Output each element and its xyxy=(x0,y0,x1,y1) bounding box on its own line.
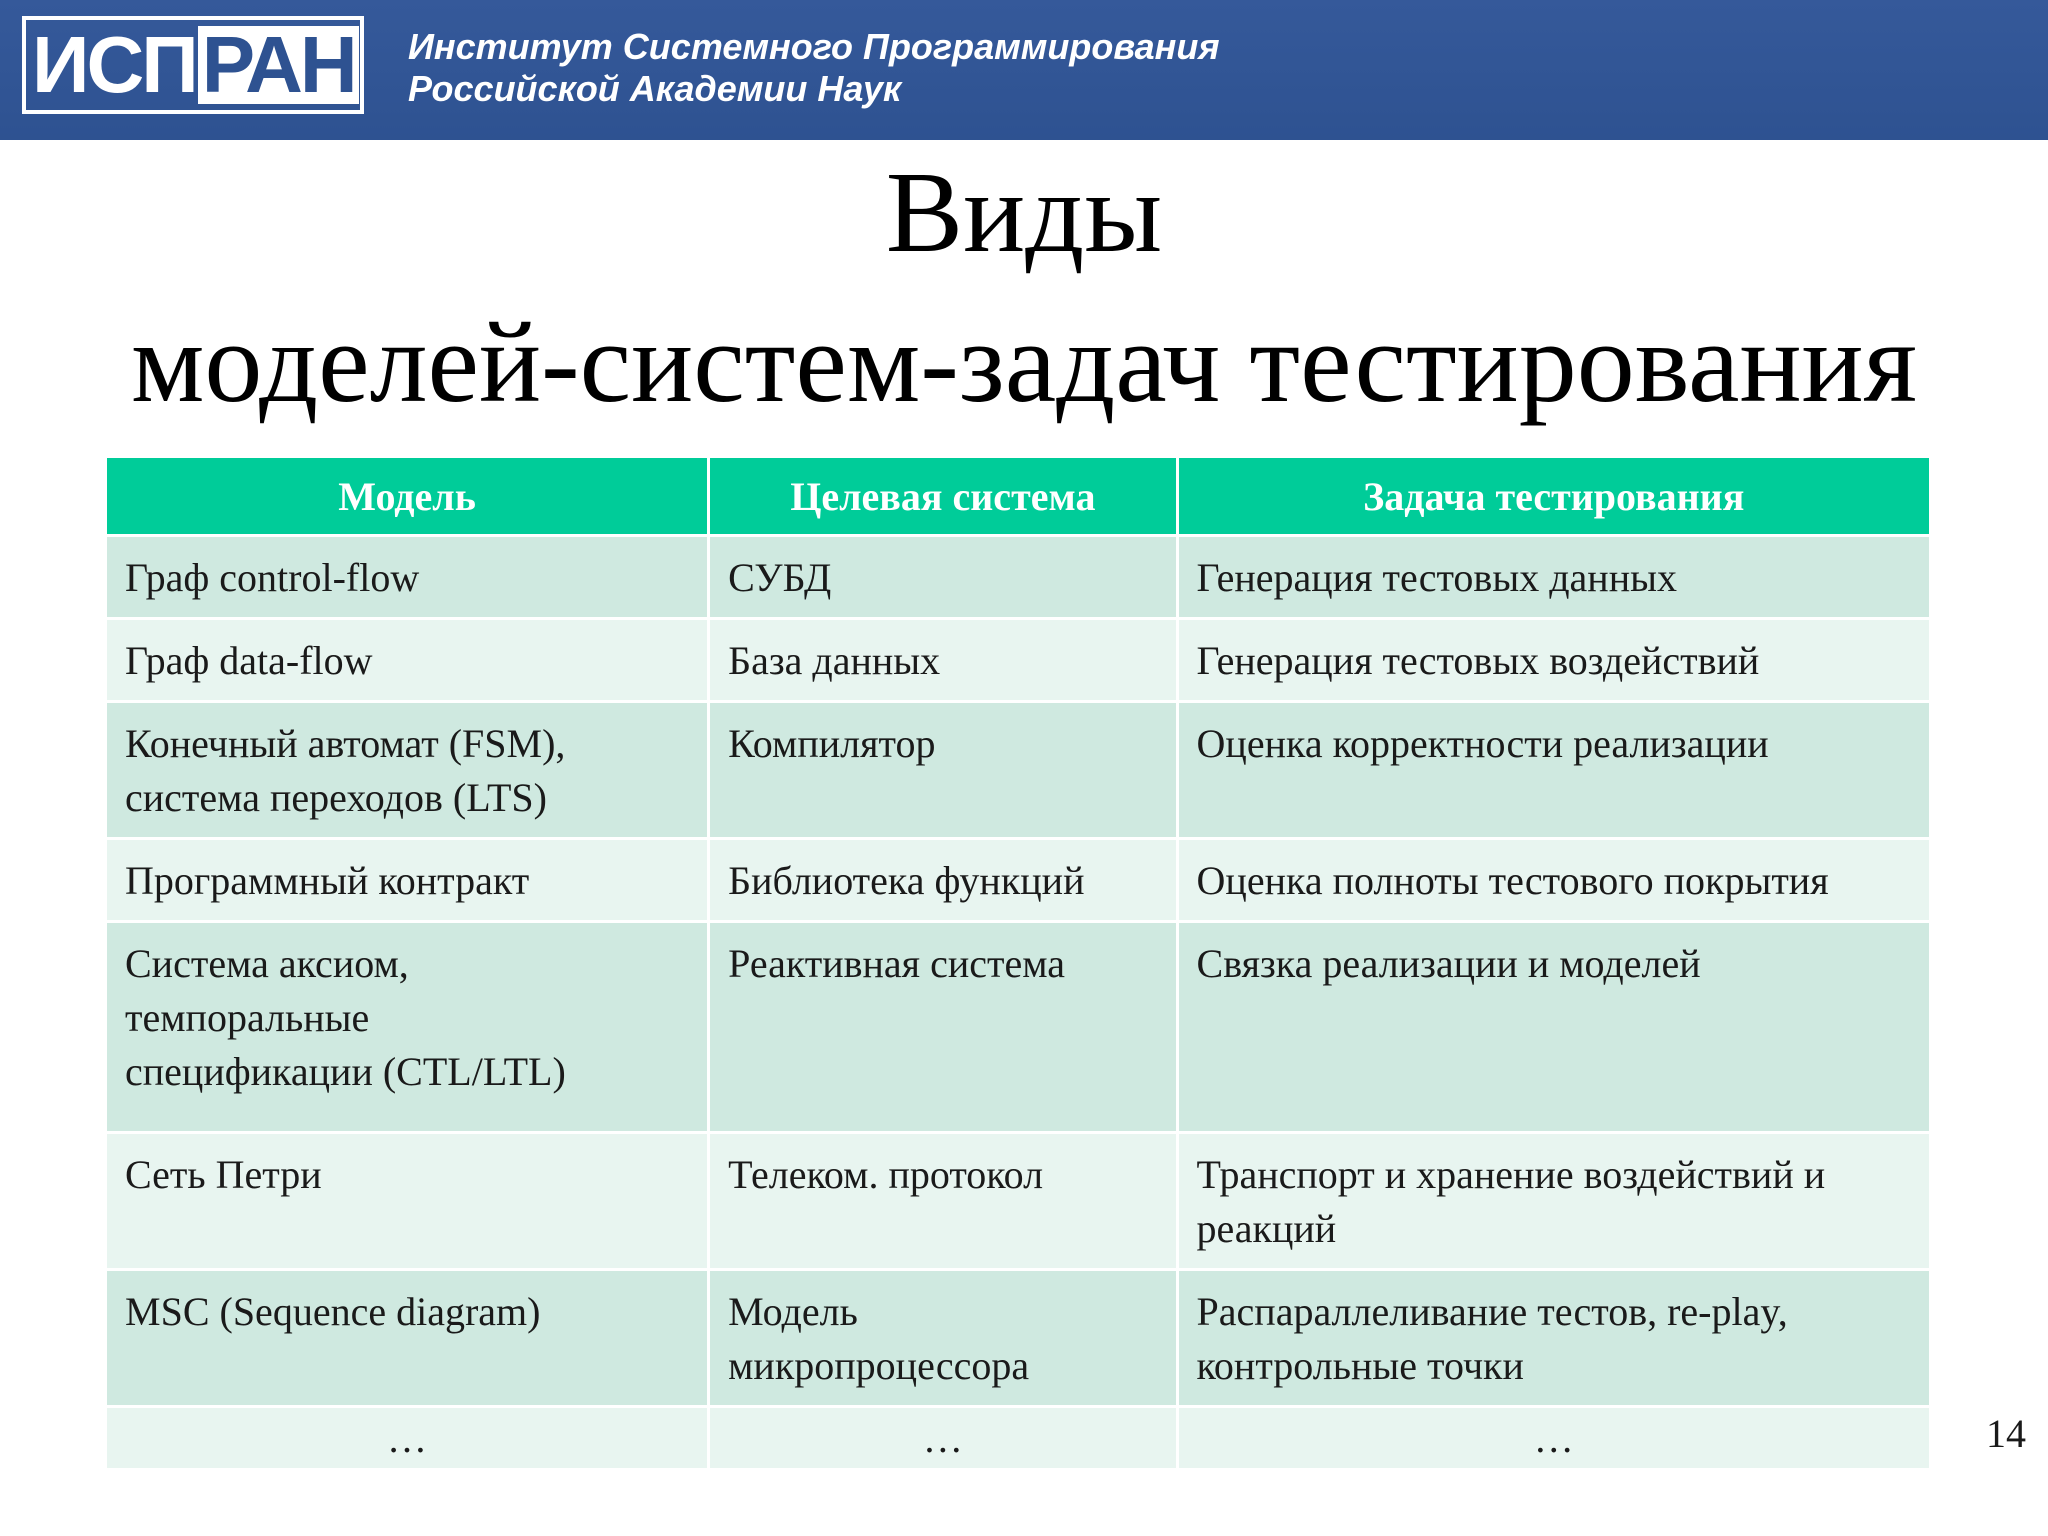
table-cell: Модель микропроцессора xyxy=(710,1271,1175,1405)
column-header-target-system: Целевая система xyxy=(710,458,1175,534)
page-number: 14 xyxy=(1986,1411,2026,1456)
table-cell: Транспорт и хранение воздействий и реакций xyxy=(1179,1134,1929,1268)
logo-text-isp: ИСП xyxy=(32,20,196,109)
table-row xyxy=(107,840,1929,920)
models-systems-tasks-table xyxy=(104,455,1932,1471)
table-cell: Генерация тестовых данных xyxy=(1179,537,1929,617)
table-cell: Система аксиом, темпоральные спецификации (CTL/LTL) xyxy=(107,923,707,1131)
table-cell: Компилятор xyxy=(710,703,1175,837)
ispran-logo xyxy=(22,16,364,114)
header-bar xyxy=(0,0,2048,140)
table-cell: Реактивная система xyxy=(710,923,1175,1131)
slide-title-line2: моделей-систем-задач тестирования xyxy=(131,299,1917,427)
table-cell: MSC (Sequence diagram) xyxy=(107,1271,707,1405)
table-cell: Сеть Петри xyxy=(107,1134,707,1268)
table-cell: Библиотека функций xyxy=(710,840,1175,920)
institute-name-line1: Институт Системного Программирования xyxy=(408,26,1220,67)
table-cell: Связка реализации и моделей xyxy=(1179,923,1929,1131)
slide-title xyxy=(0,138,2048,438)
table-row xyxy=(107,923,1929,1131)
table-cell: Конечный автомат (FSM), система переходов (LTS) xyxy=(107,703,707,837)
table-row-ellipsis xyxy=(107,1408,1929,1468)
table-cell: База данных xyxy=(710,620,1175,700)
table-cell: Программный контракт xyxy=(107,840,707,920)
slide-title-line1: Виды xyxy=(885,149,1163,277)
institute-name xyxy=(408,26,1220,110)
table-cell: Оценка полноты тестового покрытия xyxy=(1179,840,1929,920)
logo-text-ran: РАН xyxy=(198,26,359,104)
table-cell: Распараллеливание тестов, re-play, контрольные точки xyxy=(1179,1271,1929,1405)
table-cell: Граф control-flow xyxy=(107,537,707,617)
table-cell: СУБД xyxy=(710,537,1175,617)
table-cell: Телеком. протокол xyxy=(710,1134,1175,1268)
column-header-model: Модель xyxy=(107,458,707,534)
column-header-testing-task: Задача тестирования xyxy=(1179,458,1929,534)
table-cell: … xyxy=(1179,1408,1929,1468)
table-cell: Оценка корректности реализации xyxy=(1179,703,1929,837)
table-cell: … xyxy=(710,1408,1175,1468)
table-cell: Генерация тестовых воздействий xyxy=(1179,620,1929,700)
table-row xyxy=(107,537,1929,617)
institute-name-line2: Российской Академии Наук xyxy=(408,68,902,109)
table-cell: … xyxy=(107,1408,707,1468)
table-row xyxy=(107,1271,1929,1405)
table-row xyxy=(107,703,1929,837)
table-cell: Граф data-flow xyxy=(107,620,707,700)
table-header-row xyxy=(107,458,1929,534)
table-row xyxy=(107,1134,1929,1268)
table-row xyxy=(107,620,1929,700)
